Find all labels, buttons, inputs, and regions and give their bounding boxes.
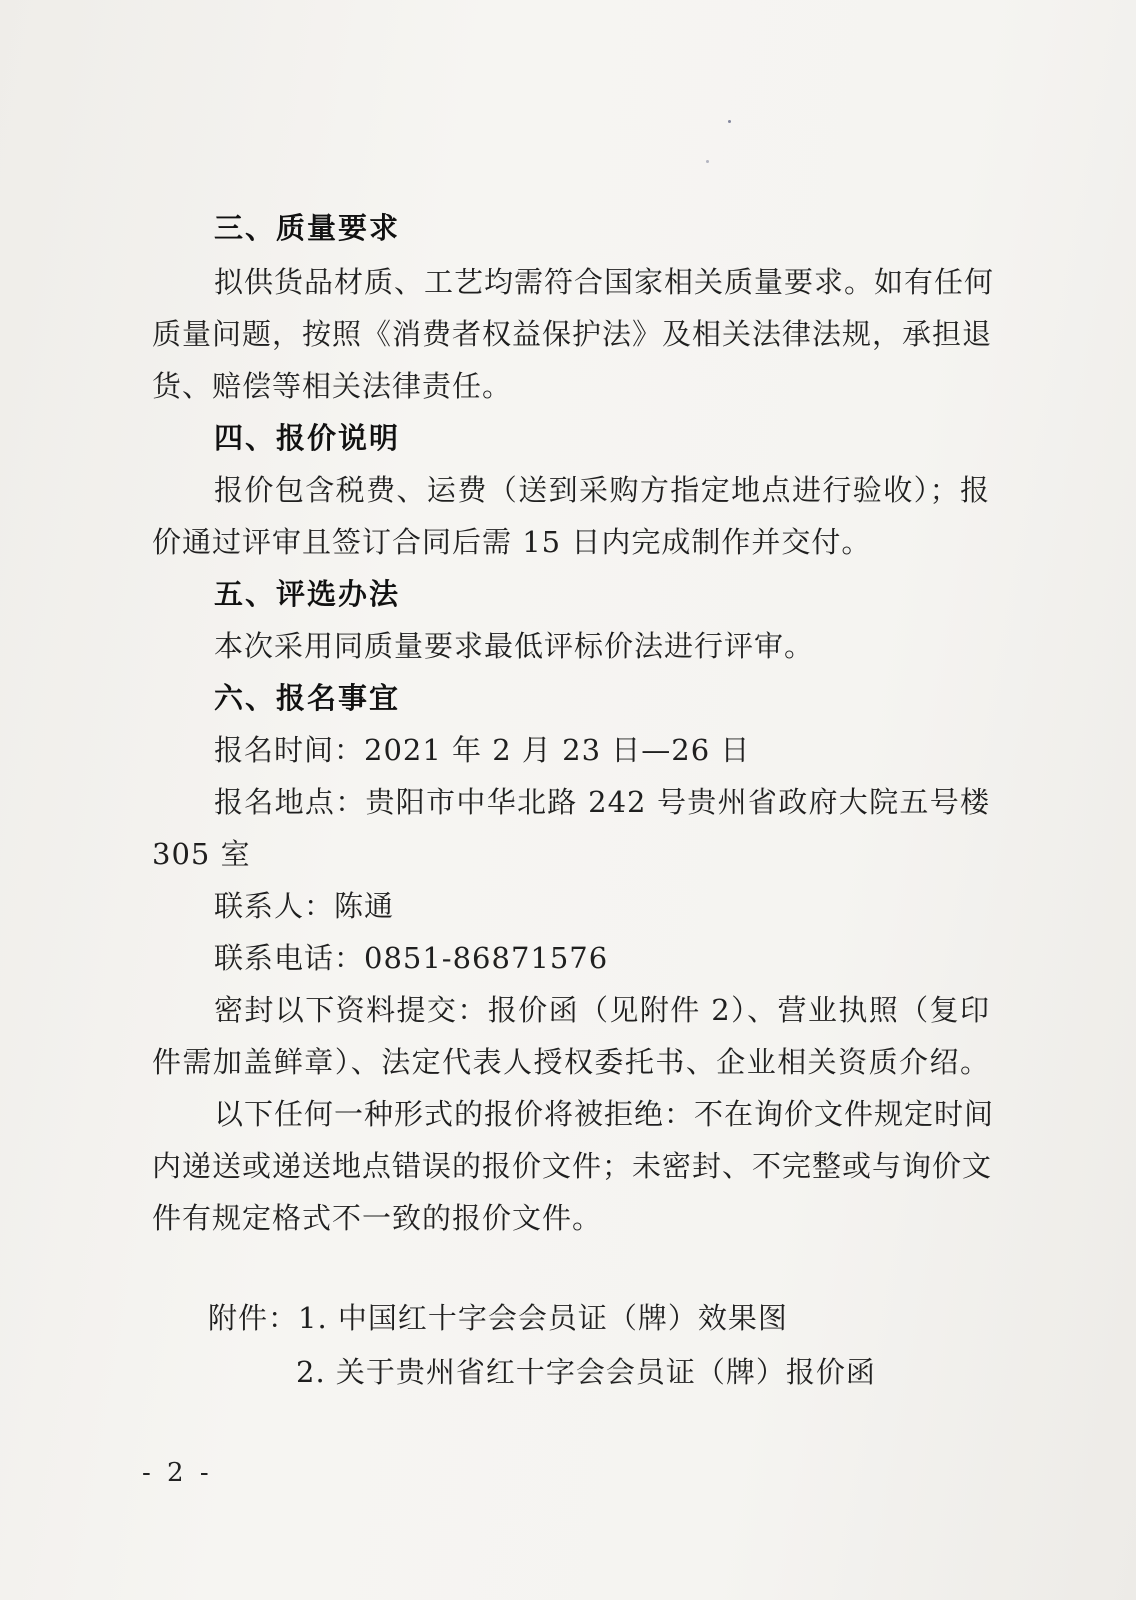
attachment-1: 附件：1. 中国红十字会会员证（牌）效果图	[208, 1301, 788, 1335]
registration-contact: 联系人：陈通	[214, 889, 395, 923]
registration-time: 报名时间：2021 年 2 月 23 日—26 日	[214, 733, 751, 767]
paragraph-line: 货、赔偿等相关法律责任。	[152, 369, 513, 403]
paragraph-line: 价通过评审且签订合同后需 15 日内完成制作并交付。	[152, 525, 872, 559]
section-heading-quote: 四、报价说明	[214, 421, 401, 455]
registration-place: 报名地点：贵阳市中华北路 242 号贵州省政府大院五号楼	[214, 785, 990, 819]
paragraph-line: 质量问题，按照《消费者权益保护法》及相关法律法规，承担退	[152, 317, 993, 351]
registration-place-cont: 305 室	[152, 837, 251, 871]
section-heading-quality: 三、质量要求	[214, 211, 401, 245]
attachment-2: 2. 关于贵州省红十字会会员证（牌）报价函	[296, 1355, 876, 1389]
registration-materials: 密封以下资料提交：报价函（见附件 2）、营业执照（复印	[214, 993, 990, 1027]
section-heading-registration: 六、报名事宜	[214, 681, 401, 715]
rejection-clause: 以下任何一种形式的报价将被拒绝：不在询价文件规定时间	[214, 1097, 995, 1131]
rejection-clause-end: 件有规定格式不一致的报价文件。	[152, 1201, 603, 1235]
rejection-clause-cont: 内递送或递送地点错误的报价文件；未密封、不完整或与询价文	[152, 1149, 993, 1183]
section-heading-evaluation: 五、评选办法	[214, 577, 401, 611]
registration-materials-cont: 件需加盖鲜章）、法定代表人授权委托书、企业相关资质介绍。	[152, 1045, 990, 1079]
paragraph-line: 本次采用同质量要求最低评标价法进行评审。	[214, 629, 815, 663]
scan-speck	[728, 120, 731, 123]
paragraph-line: 报价包含税费、运费（送到采购方指定地点进行验收）；报	[214, 473, 990, 507]
page-number: - 2 -	[142, 1458, 213, 1488]
paragraph-line: 拟供货品材质、工艺均需符合国家相关质量要求。如有任何	[214, 265, 995, 299]
registration-phone: 联系电话：0851-86871576	[214, 941, 609, 975]
scan-speck	[706, 160, 709, 163]
